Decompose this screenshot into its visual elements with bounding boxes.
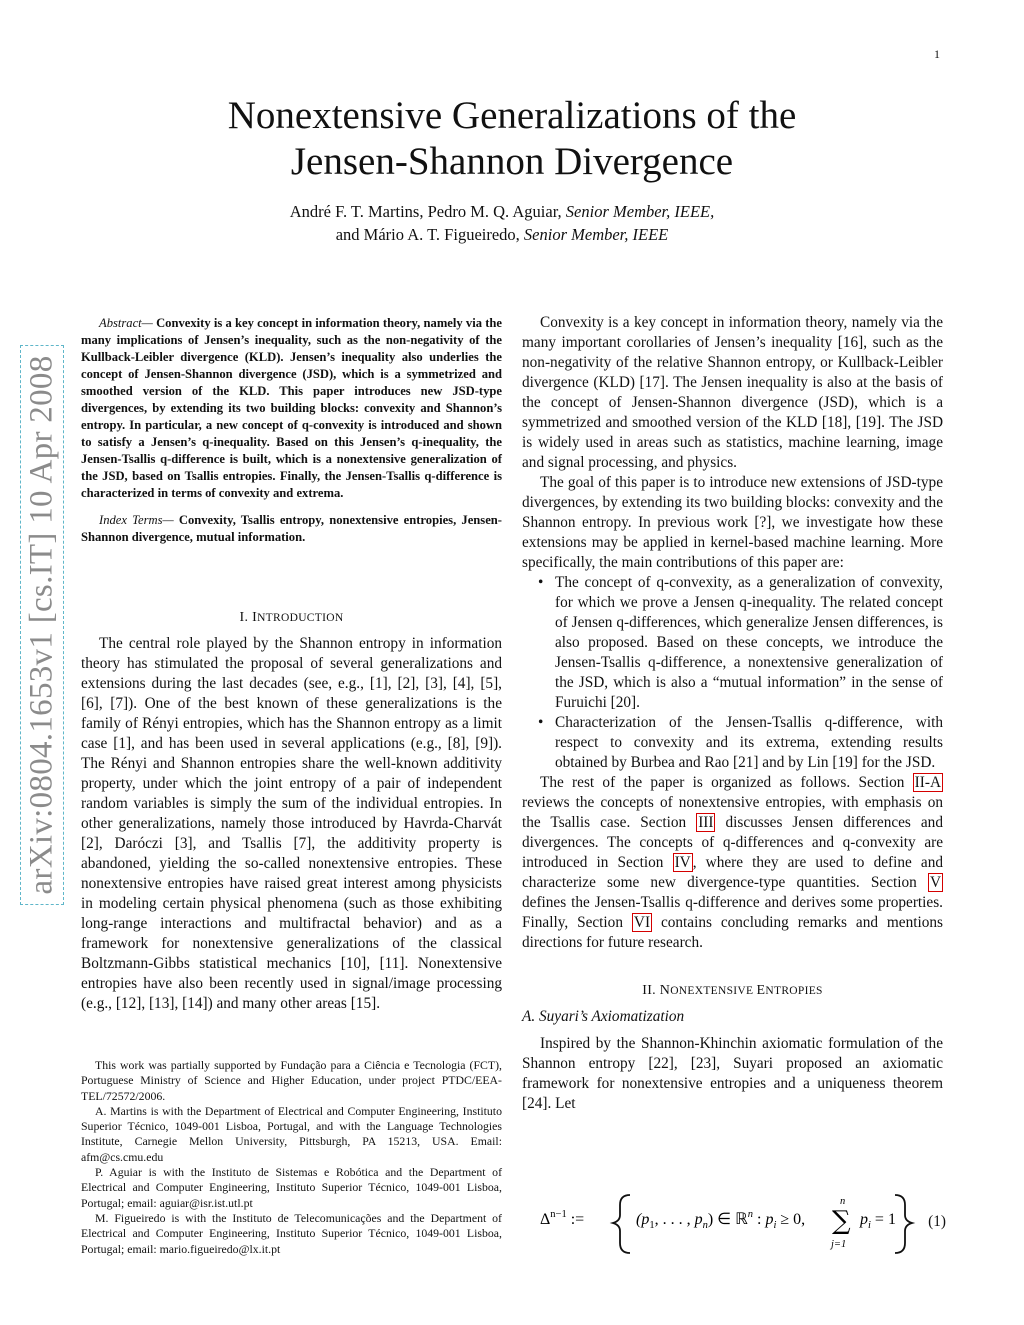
- right-paragraph-2: The goal of this paper is to introduce new extensions of JSD-type divergences, by extending its two building blocks: convexity and the Shannon entropy. In previous work [?], we investigate how these extensions may be applied in kernel-based machine learning. More specifically, the main contributions of this paper are:: [522, 474, 943, 571]
- footnote-funding: This work was partially supported by Fundação para a Ciência e Tecnologia (FCT), Portuguese Ministry of Science and Higher Education, under project PTDC/EEA-TEL/72572/2006.: [81, 1058, 502, 1103]
- right-paragraph-1: Convexity is a key concept in information theory, namely via the many important corollaries of Jensen’s inequality [16], such as the non-negativity of the relative Shannon entropy, or Kullback-Leibler divergence (KLD) [17]. The Jensen inequality is also at the basis of the concept of Jensen-Shannon divergence (JSD), which is a symmetrized and smoothed version of the KLD [18], [19]. The JSD is widely used in areas such as statistics, machine learning, image and signal processing, and physics.: [522, 314, 943, 471]
- sum-bottom: j=1: [831, 1239, 847, 1250]
- abstract-lead: Abstract—: [99, 316, 153, 330]
- page-number: 1: [934, 47, 940, 61]
- equation-lhs: $\Delta^{n-1}$ :=: [540, 1209, 585, 1228]
- abstract: [81, 315, 502, 502]
- paper-title: [150, 93, 874, 185]
- index-terms: [81, 512, 502, 546]
- abstract-block: [81, 315, 502, 546]
- contributions-list: [522, 573, 943, 773]
- authors-names-1: André F. T. Martins, Pedro M. Q. Aguiar,: [289, 202, 566, 221]
- right-column: [522, 313, 943, 1114]
- authors-names-2: and Mário A. T. Figueiredo,: [335, 225, 524, 244]
- intro-paragraph: The central role played by the Shannon entropy in information theory has stimulated the proposal of several generalizations and extensions during the last decades (see, e.g., [1], [2], [3], [4], [5], [6], [7]). One of the best known of these generalizations is the family of Rényi entropies, which has the Shannon entropy as a limit case [1], and has been used in several applications (e.g., [8], [9]). The Rényi and Shannon entropies share the well-known additivity property, under which the joint entropy of a pair of independent random variables is simply the sum of the individual entropies. In other generalizations, namely those introduced by Havrda-Charvát [2], Daróczi [3], and Tsallis [7], the additivity property is abandoned, yielding the so-called nonextensive entropies. These nonextensive entropies have raised great interest among physicists in modeling certain physical phenomena (such as those exhibiting long-range interactions and multifractal behavior) and as a framework for nonextensive generalizations of the classical Boltzmann-Gibbs statistical mechanics [10], [11]. Nonextensive entropies have also been recently used in signal/image processing (e.g., [12], [13], [14]) and many other areas [15].: [81, 635, 502, 1012]
- title-line-2: Jensen-Shannon Divergence: [290, 140, 734, 183]
- title-line-1: Nonextensive Generalizations of the: [227, 94, 797, 137]
- abstract-text: Convexity is a key concept in information theory, namely via the many implications of Jensen’s inequality, such as the non-negativity of the Kullback-Leibler divergence (KLD). Jensen’s inequality also underlies the concept of Jensen-Shannon divergence (JSD), which is a symmetrized and smoothed version of the KLD. This paper introduces new JSD-type divergences, by extending its two building blocks: convexity and Shannon’s entropy. In particular, a new concept of q-convexity is introduced and shown to satisfy a Jensen’s q-inequality. Based on this Jensen’s q-inequality, the Jensen-Tsallis q-difference is built, which is a nonextensive generalization of the JSD, based on Tsallis entropies. Finally, the Jensen-Tsallis q-difference is characterized in terms of convexity and extrema.: [81, 316, 502, 500]
- section-link-IV[interactable]: IV: [674, 854, 691, 871]
- equation-1: [540, 1195, 946, 1255]
- equation-number: (1): [928, 1213, 946, 1230]
- right-brace: [895, 1195, 912, 1253]
- section-link-III[interactable]: III: [698, 814, 714, 831]
- section-heading-introduction: I. INTRODUCTION: [239, 610, 344, 625]
- authors: [150, 200, 854, 246]
- section-link-VI[interactable]: VI: [633, 914, 651, 931]
- sum-top: n: [840, 1196, 846, 1207]
- left-brace: [613, 1195, 630, 1253]
- authors-line-1: [150, 200, 854, 223]
- footnote-figueiredo: M. Figueiredo is with the Instituto de Telecomunicações and the Department of Electrical and Computer Engineering, Instituto Superior Técnico, 1049-001 Lisboa, Portugal; email: mario.figueiredo@lx.it.pt: [81, 1210, 502, 1256]
- section-link-V[interactable]: V: [929, 874, 941, 891]
- arxiv-stamp: arXiv:0804.1653v1 [cs.IT] 10 Apr 2008: [23, 355, 60, 895]
- contribution-item-1: • The concept of q-convexity, as a generalization of convexity, for which we prove a Jensen q-inequality. The related concept of Jensen q-differences, which generalize Jensen differences, is also proposed. Based on these concepts, we introduce the Jensen-Tsallis q-difference, a nonextensive generalization of the JSD, which is also a “mutual information” in the sense of Furuichi [20].: [555, 573, 943, 713]
- introduction-section: [81, 594, 502, 1014]
- subsection-heading-suyari: A. Suyari’s Axiomatization: [522, 1008, 685, 1025]
- index-text: Convexity, Tsallis entropy, nonextensive entropies, Jensen-Shannon divergence, mutual information.: [81, 513, 502, 544]
- footnote-martins: A. Martins is with the Department of Electrical and Computer Engineering, Instituto Superior Técnico, 1049-001 Lisboa, Portugal, and with the Language Technologies Institute, Carnegie Mellon University, Pittsburgh, PA 15213, USA. Email: afm@cs.cmu.edu: [81, 1103, 502, 1164]
- footnote-aguiar: P. Aguiar is with the Instituto de Sistemas e Robótica and the Department of Electrical and Computer Engineering, Instituto Superior Técnico, 1049-001 Lisboa, Portugal; email: aguiar@isr.ist.utl.pt: [81, 1165, 502, 1210]
- section-heading-nonextensive: II. NONEXTENSIVE ENTROPIES: [642, 983, 823, 998]
- section-link-II-A[interactable]: II-A: [914, 774, 941, 791]
- equation-graphic: [540, 1191, 946, 1261]
- right-paragraph-4: Inspired by the Shannon-Khinchin axiomatic formulation of the Shannon entropy [22], [23], Suyari proposed an axiomatic framework for nonextensive entropies and a uniqueness theorem [24]. Let: [522, 1035, 943, 1112]
- contribution-item-2: • Characterization of the Jensen-Tsallis q-difference, with respect to convexity and its extrema, extending results obtained by Burbea and Rao [21] and by Lin [19] for the JSD.: [555, 713, 943, 773]
- right-paragraph-3: The rest of the paper is organized as follows. Section II-A reviews the concepts of nonextensive entropies, with emphasis on the Tsallis case. Section III discusses Jensen differences and divergences. The concepts of q-differences and q-convexity are introduced in Section IV , where they are used to define and characterize some new divergence-type quantities. Section V defines the Jensen-Tsallis q-difference and derives some properties. Finally, Section VI contains concluding remarks and mentions directions for future research.: [522, 774, 944, 951]
- sum-symbol: ∑: [832, 1206, 851, 1236]
- authors-role-2: Senior Member, IEEE: [523, 225, 669, 244]
- sum-term: $p_i = 1$: [860, 1211, 896, 1231]
- equation-set-body: ($p_1$, . . . , $p_n$) ∈ ℝ$^n$ : $p_i \ge 0$,: [636, 1209, 806, 1231]
- index-lead: Index Terms—: [99, 513, 174, 527]
- authors-role-1: Senior Member, IEEE,: [565, 202, 715, 221]
- authors-line-2: [150, 223, 854, 246]
- footnotes: [81, 1058, 502, 1257]
